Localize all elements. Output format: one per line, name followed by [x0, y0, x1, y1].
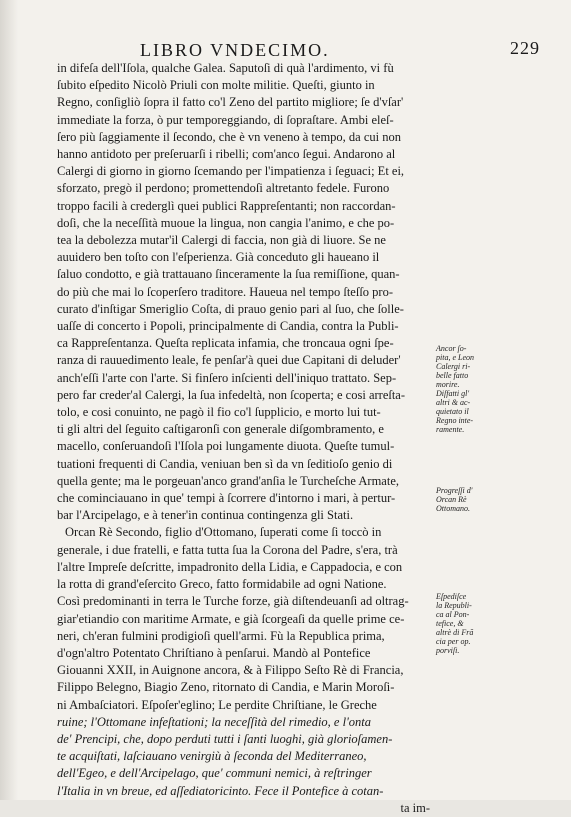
text-line: uaſſe di concerto i Popoli, principalmente di Candia, contra la Publi-: [57, 319, 399, 334]
text-line: curato d'inſtigar Smeriglio Coſta, di prauo genio pari al ſuo, che ſolle-: [57, 301, 404, 316]
text-line: te acquiſtati, laſciauano venirgiù à ſeconda del Mediterraneo,: [57, 749, 367, 764]
text-line: la rotta di grand'eſercito Greco, fatto formidabile ad ogni Natione.: [57, 577, 387, 592]
margin-note-line: la Republi-: [436, 601, 472, 610]
margin-note-line: Orcan Rè: [436, 495, 467, 504]
text-line: ſaluo condotto, e già trattauano ſinceramente la ſua remiſſione, quan-: [57, 267, 400, 282]
text-line: ruine; l'Ottomane infeſtationi; la neceſſità del rimedio, e l'onta: [57, 714, 371, 729]
text-line: anch'eſſi l'arte con l'arte. Si finſero inſcienti dell'iniquo trattato. Sep-: [57, 370, 397, 385]
chapter-title: LIBRO VNDECIMO.: [140, 40, 330, 60]
text-line: Calergi di giorno in giorno ſcemando per l'impatienza i ſeguaci; Et ei,: [57, 164, 405, 179]
margin-note-line: porviſi.: [436, 646, 460, 655]
text-line: neri, ch'eran fulmini prodigioſi quell'armi. Fù la Republica prima,: [57, 628, 385, 643]
margin-note-line: ramente.: [436, 425, 465, 434]
margin-note-line: Calergi ri-: [436, 362, 471, 371]
text-line: ſubito eſpedito Nicolò Priuli con molte militie. Queſti, giunto in: [57, 78, 375, 93]
text-line: generale, i due fratelli, e fatta tutta ſua la Corona del Padre, s'era, trà: [57, 542, 398, 557]
text-line: dell'Egeo, e dell'Arcipelago, que' communi nemici, à reſtringer: [57, 766, 372, 781]
text-line: auuidero ben toſto con l'eſperienza. Già conceduto gli haueano il: [57, 250, 380, 265]
text-line: l'altre Impreſe deſcritte, impadronito della Lidia, e Cappadocia, e con: [57, 559, 403, 574]
margin-note-line: altrè di Frã: [436, 628, 474, 637]
margin-note-line: cia per op.: [436, 637, 471, 646]
margin-note-line: altri & ac-: [436, 398, 471, 407]
margin-note: [436, 344, 556, 434]
text-line: Orcan Rè Secondo, figlio d'Ottomano, ſuperati come ſi toccò in: [65, 525, 382, 540]
text-line: che cominciauano in que' tempi à ſcorrere d'intorno i mari, à pertur-: [57, 491, 396, 506]
margin-note-line: Ancor ſo-: [436, 344, 467, 353]
margin-note-line: belle fatto: [436, 371, 469, 380]
margin-note-line: Progreſſi d': [436, 486, 473, 495]
text-line: sforzato, pregò il perdono; promettendoſi altretanto fedele. Furono: [57, 181, 390, 196]
text-line: doſi, che la neceſſità muoue la lingua, non cangia l'animo, e che po-: [57, 215, 395, 230]
text-line: tuationi frequenti di Candia, veniuan ben sì da vn ſeditioſo genio di: [57, 456, 393, 471]
running-header: [140, 40, 540, 61]
margin-note-line: Regno inte-: [436, 416, 474, 425]
text-line: do più che mai lo ſcoperſero traditore. Haueua nel tempo ſteſſo pro-: [57, 284, 393, 299]
text-line: ni Ambaſciatori. Eſpoſer'eglino; Le perdite Chriſtiane, le Greche: [57, 697, 377, 712]
text-line: d'ogn'altro Potentato Chriſtiano à penſarui. Mandò al Pontefice: [57, 645, 371, 660]
margin-note: [436, 592, 556, 655]
margin-note-line: pita, e Leon: [436, 353, 474, 362]
margin-note-line: tefice, &: [436, 619, 464, 628]
margin-note-line: morire.: [436, 380, 460, 389]
page-gutter-shadow: [0, 0, 18, 800]
text-line: ranza di rauuedimento leale, fe penſar'à quei due Capitani di deluder': [57, 353, 401, 368]
text-line: Così predominanti in terra le Turche forze, già diſtendeuanſi ad oltrag-: [57, 594, 409, 609]
margin-note-line: Ottomano.: [436, 504, 470, 513]
text-line: troppo facili à crederglì quei publici Rappreſentanti; non raccordan-: [57, 198, 396, 213]
text-line: Regno, conſigliò ſopra il fatto co'l Zeno del partito migliore; ſe d'vſar': [57, 95, 404, 110]
margin-note-line: Eſpediſce: [436, 592, 467, 601]
text-line: ti gli altri del ſeguito caſtigaronſi con generale diſgombramento, e: [57, 422, 384, 437]
text-line: quella gente; ma le porgeuan'anco grand'anſia le Turcheſche Armate,: [57, 473, 399, 488]
margin-note-line: quietato il: [436, 407, 469, 416]
text-line: ſero più ſaggiamente il ſecondo, che è vn veneno à tempo, da cui non: [57, 129, 401, 144]
margin-note-line: ca al Pon-: [436, 610, 470, 619]
text-line: tea la debolezza mutar'il Calergi di faccia, non già di liuore. Se ne: [57, 233, 386, 248]
margin-note-line: Diſfatti gl': [436, 389, 470, 398]
text-line: ca Rappreſentanza. Queſta replicata infamia, che troncaua ogni ſpe-: [57, 336, 394, 351]
text-line: hanno antidoto per preſeruarſi i ribelli; com'anco ſegui. Andarono al: [57, 147, 396, 162]
text-line: immediate la forza, ò pur temporeggiando, di ſopraſtare. Ambi eleſ-: [57, 112, 394, 127]
text-line: pero far creder'al Calergi, la ſua infedeltà, non ſcoperta; e cosi arreſta-: [57, 387, 406, 402]
page-number: 229: [510, 38, 540, 58]
text-line: in difeſa dell'Iſola, qualche Galea. Saputoſi di quà l'ardimento, vi fù: [57, 61, 394, 75]
text-line: tolo, e cosi conuinto, ne pagò il fio co'l ſupplicio, e morto lui tut-: [57, 405, 381, 420]
text-line: l'Italia in vn breue, ed aſſediatoricinto. Fece il Pontefice à cotan-: [57, 783, 384, 798]
text-line: Filippo Belegno, Biagio Zeno, ritornato di Candia, e Marin Moroſi-: [57, 680, 395, 695]
text-line: bar l'Arcipelago, e à tener'in continua contingenza gli Stati.: [57, 508, 354, 523]
margin-note: [436, 486, 556, 513]
text-line: de' Prencipi, che, dopo perduti tutti i ſanti luoghi, già glorioſamen-: [57, 731, 393, 746]
text-line: giar'etiandio con maritime Armate, e già ſcorgeaſi da quelle prime ce-: [57, 611, 405, 626]
text-line: macello, conſeruandoſi l'Iſola poi lungamente diuota. Queſte tumul-: [57, 439, 395, 454]
catchword: ta im-: [400, 800, 430, 815]
body-text: [57, 60, 430, 817]
text-line: Giouanni XXII, in Auignone ancora, & à Filippo Seſto Rè di Francia,: [57, 663, 404, 678]
